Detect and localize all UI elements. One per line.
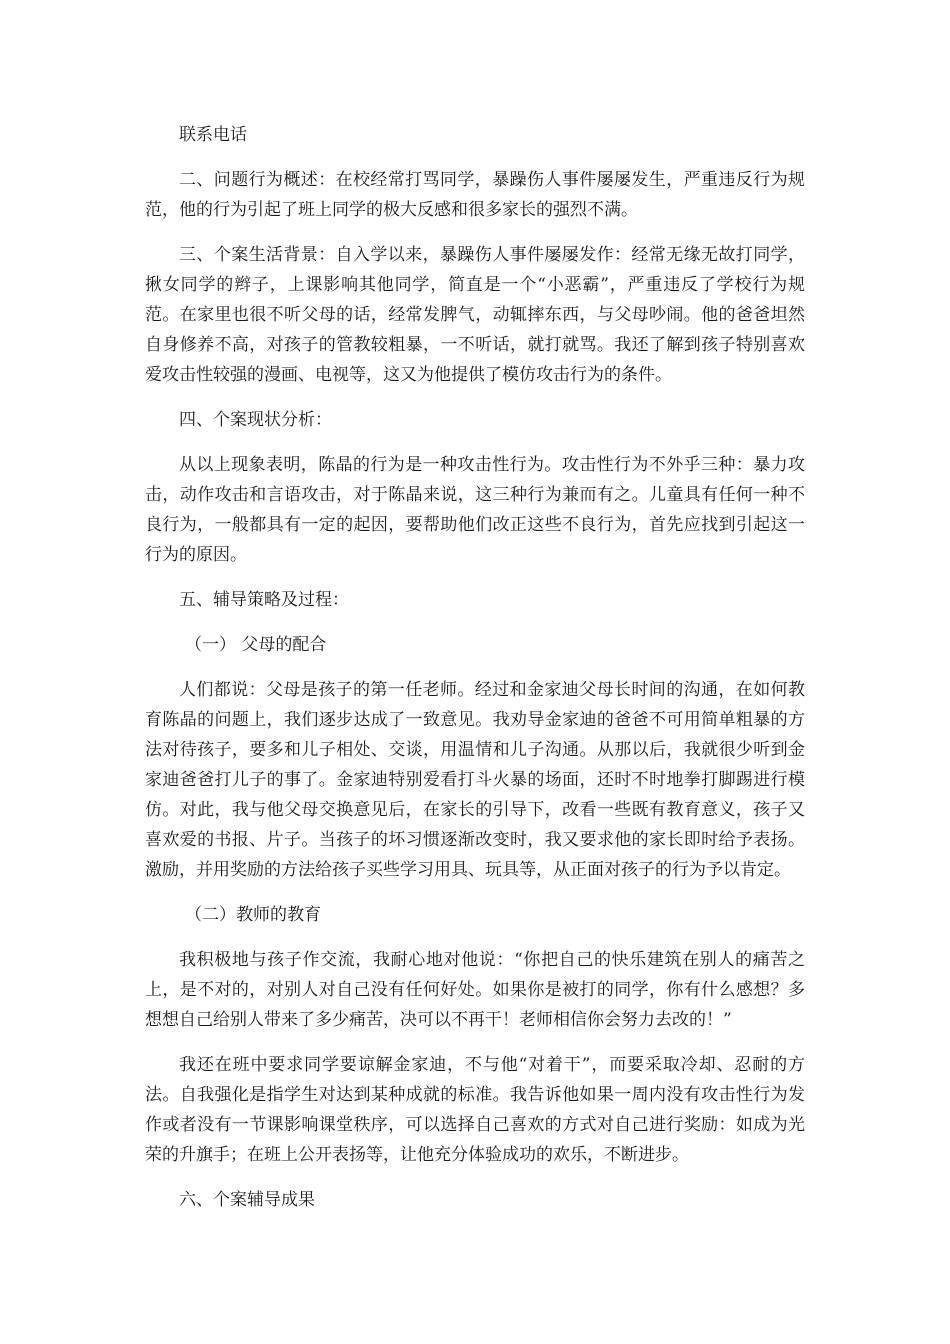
parents-cooperation-heading: （一） 父母的配合 <box>185 635 327 655</box>
problem-behavior-paragraph: 二、问题行为概述：在校经常打骂同学，暴躁伤人事件屡屡发生，严重违反行为规范，他的行为引起了班上同学的极大反感和很多家长的强烈不满。 <box>145 170 805 220</box>
strategy-heading: 五、辅导策略及过程： <box>179 590 349 610</box>
results-heading: 六、个案辅导成果 <box>179 1190 315 1210</box>
contact-line: 联系电话 <box>179 125 247 145</box>
life-background-paragraph: 三、个案生活背景：自入学以来，暴躁伤人事件屡屡发作：经常无缘无故打同学，揪女同学的辫子，上课影响其他同学，简直是一个“小恶霸”，严重违反了学校行为规范。在家里也很不听父母的话，经常发脾气，动辄摔东西，与父母吵闹。他的爸爸坦然自身修养不高，对孩子的管教较粗暴，一不听话，就打就骂。我还了解到孩子特别喜欢爱攻击性较强的漫画、电视等，这又为他提供了模仿攻击行为的条件。 <box>145 245 805 385</box>
teacher-talk-paragraph: 我积极地与孩子作交流，我耐心地对他说：“你把自己的快乐建筑在别人的痛苦之上，是不对的，对别人对自己没有任何好处。如果你是被打的同学，你有什么感想？多想想自己给别人带来了多少痛苦，决可以不再干！老师相信你会努力去改的！” <box>145 950 805 1030</box>
parents-cooperation-paragraph: 人们都说：父母是孩子的第一任老师。经过和金家迪父母长时间的沟通，在如何教育陈晶的问题上，我们逐步达成了一致意见。我劝导金家迪的爸爸不可用简单粗暴的方法对待孩子，要多和儿子相处、交谈，用温情和儿子沟通。从那以后，我就很少听到金家迪爸爸打儿子的事了。金家迪特别爱看打斗火暴的场面，还时不时地拳打脚踢进行模仿。对此，我与他父母交换意见后，在家长的引导下，改看一些既有教育意义，孩子又喜欢爱的书报、片子。当孩子的坏习惯逐渐改变时，我又要求他的家长即时给予表扬。激励，并用奖励的方法给孩子买些学习用具、玩具等，从正面对孩子的行为予以肯定。 <box>145 680 805 880</box>
class-strategy-paragraph: 我还在班中要求同学要谅解金家迪，不与他“对着干”，而要采取冷却、忍耐的方法。自我强化是指学生对达到某种成就的标准。我告诉他如果一周内没有攻击性行为发作或者没有一节课影响课堂秩序，可以选择自己喜欢的方式对自己进行奖励：如成为光荣的升旗手；在班上公开表扬等，让他充分体验成功的欢乐，不断进步。 <box>145 1055 805 1165</box>
status-analysis-heading: 四、个案现状分析： <box>179 410 332 430</box>
status-analysis-paragraph: 从以上现象表明，陈晶的行为是一种攻击性行为。攻击性行为不外乎三种：暴力攻击，动作攻击和言语攻击，对于陈晶来说，这三种行为兼而有之。儿童具有任何一种不良行为，一般都具有一定的起因，要帮助他们改正这些不良行为，首先应找到引起这一行为的原因。 <box>145 455 805 565</box>
document-page <box>145 120 805 1230</box>
teacher-education-heading: （二）教师的教育 <box>185 905 321 925</box>
